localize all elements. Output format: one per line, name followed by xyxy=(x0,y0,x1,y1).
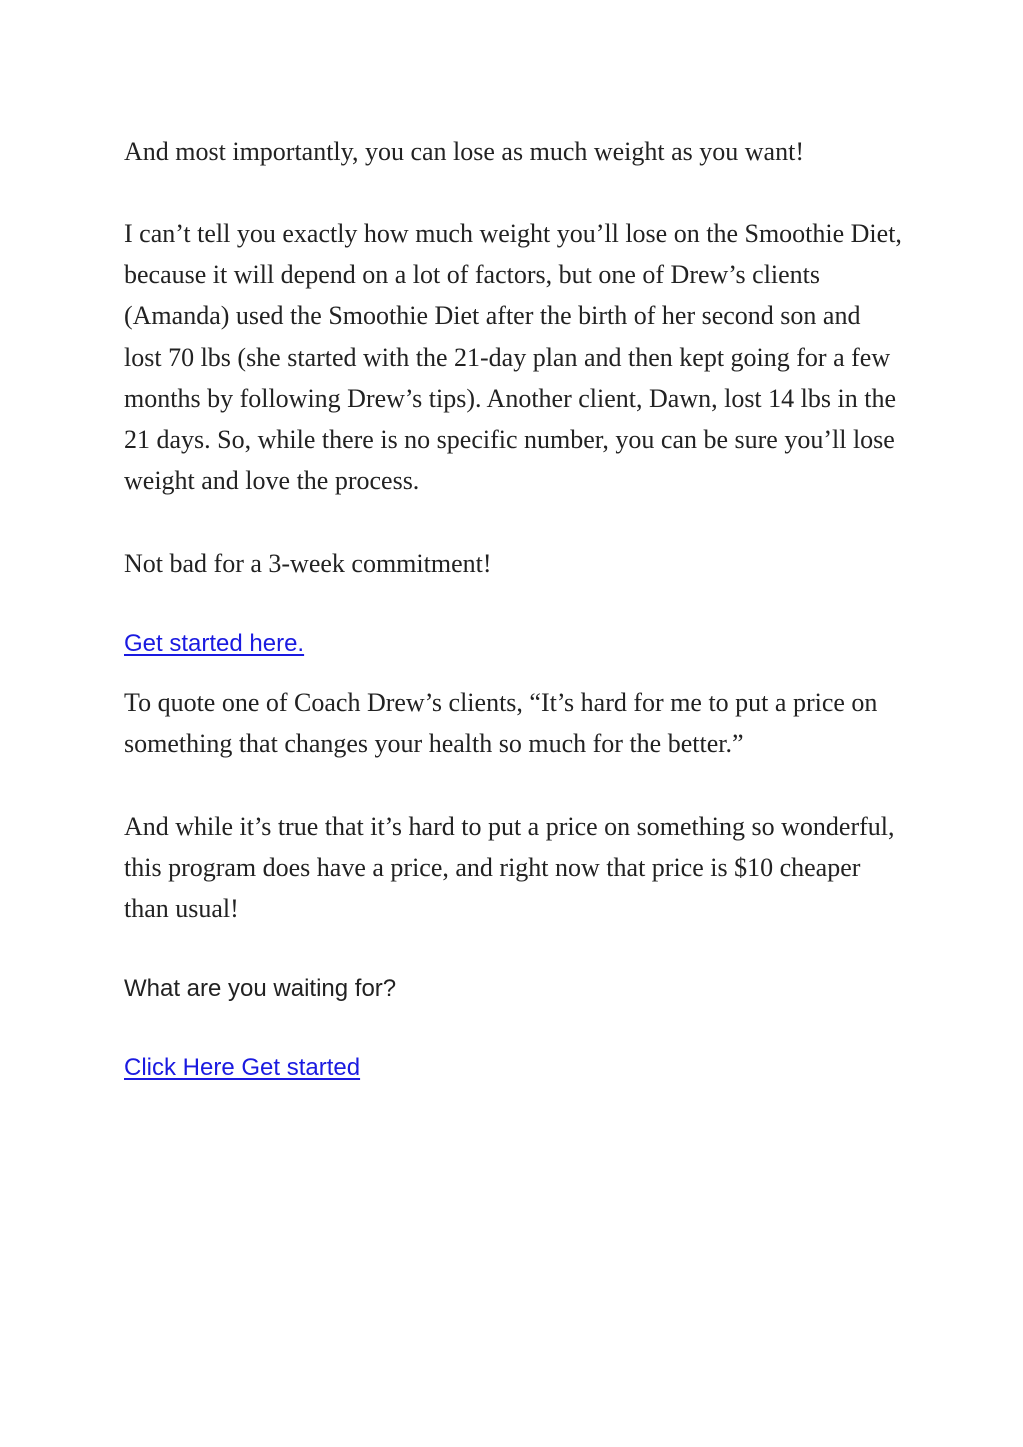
price-paragraph: And while it’s true that it’s hard to put a price on something so wonderful, this program does have a price, and right now that price is $10 cheaper than usual! xyxy=(124,812,895,924)
get-started-link[interactable]: Get started here. xyxy=(124,630,305,657)
waiting-question: What are you waiting for? xyxy=(124,975,397,1002)
click-here-link[interactable]: Click Here Get started xyxy=(124,1054,361,1081)
quote-paragraph: To quote one of Coach Drew’s clients, “It’s hard for me to put a price on something that changes your health so much for the better.” xyxy=(124,688,878,759)
weight-loss-paragraph: I can’t tell you exactly how much weight you’ll lose on the Smoothie Diet, because it will depend on a lot of factors, but one of Drew’s clients (Amanda) used the Smoothie Diet after the birth of her second son and lost 70 lbs (she started with the 21-day plan and then kept going for a few months by following Drew’s tips). Another client, Dawn, lost 14 lbs in the 21 days. So, while there is no specific number, you can be sure you’ll lose weight and love the process. xyxy=(124,219,902,496)
commitment-paragraph: Not bad for a 3-week commitment! xyxy=(124,549,492,578)
intro-paragraph: And most importantly, you can lose as much weight as you want! xyxy=(124,137,804,166)
